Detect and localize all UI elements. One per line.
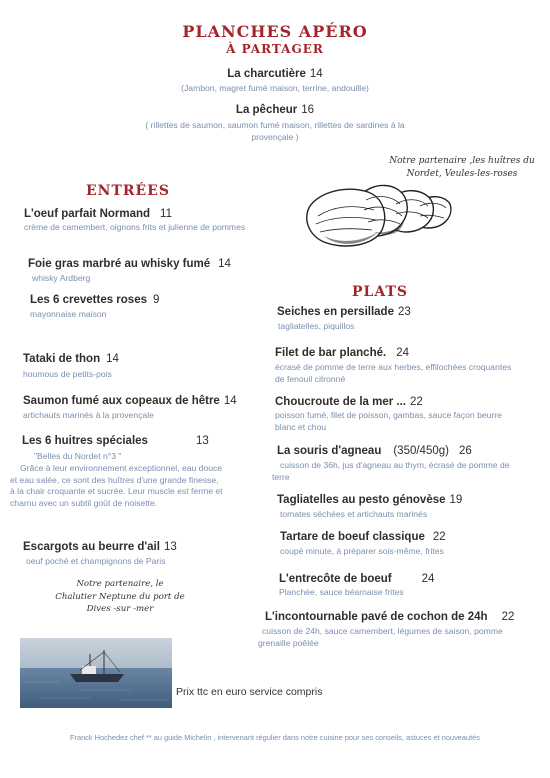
item-description: tagliatelles, piquillos [278,321,355,331]
item-price: 14 [309,68,323,80]
item-description: tomates séchées et artichauts marinés [280,509,428,519]
item-price: 22 [432,531,446,543]
item-name: L'oeuf parfait Normand [24,208,151,220]
item-description: artichauts marinés à la provençale [23,410,154,420]
item-price: 22 [501,611,515,623]
boat-partner-text: Notre partenaire, le Chalutier Neptune du port de Dives -sur -mer [55,579,185,614]
item-name: La charcutière [227,68,306,80]
item-price: 22 [410,396,423,408]
item-description: coupé minute, à préparer sois-même, frites [280,546,444,556]
menu-item [277,306,411,318]
item-name: Tagliatelles au pesto génovèse [277,494,446,506]
planches-subtitle: À PARTAGER [226,42,324,56]
item-description: mayonnaise maison [30,309,107,319]
item-price: 11 [160,208,172,220]
item-name: L'entrecôte de boeuf [279,573,392,585]
item-name: Les 6 crevettes roses [30,294,147,306]
item-name: La pêcheur [235,104,298,116]
item-name: Filet de bar planché. [275,347,387,359]
menu-item [24,208,172,220]
item-name: Foie gras marbré au whisky fumé [28,258,211,270]
item-price: 24 [421,573,435,585]
planches-title: PLANCHES APÉRO [182,22,368,41]
item-name: Tartare de boeuf classique [280,531,425,543]
item-name: La souris d'agneau [277,445,382,457]
item-price: 14 [223,395,237,407]
item-price: 26 [458,445,472,457]
item-name: Saumon fumé aux copeaux de hêtre [23,395,220,407]
item-subname: "Belles du Nordet n°3 " [34,451,122,461]
menu-item [275,396,423,408]
item-price: 19 [449,494,463,506]
footer-note: Franck Hochedez chef ** au guide Michelin , intervenant régulier dans notre cuisine pour ses conseils, astuces et nouveautés [69,733,480,742]
menu-item [265,611,514,623]
menu-item [0,68,550,80]
item-description: crème de camembert, oignons frits et julienne de pommes [24,222,246,232]
item-description: whisky Ardberg [32,273,91,283]
item-description: Planchée, sauce béarnaise frites [279,587,404,597]
item-description: oeuf poché et champignons de Paris [26,556,166,566]
item-description: poisson fumé, filet de poisson, gambas, sauce façon beurre blanc et chou [275,410,502,432]
menu-item [280,531,446,543]
item-description: (Jambon, magret fumé maison, terrine, andouille) [181,83,369,93]
item-name: Les 6 huitres spéciales [22,435,148,447]
item-price: 16 [301,104,315,116]
menu-item [277,445,472,457]
menu-item [277,494,462,506]
item-description: cuisson de 24h, sauce camembert, légumes de saison, pomme grenaille poêlée [258,626,503,648]
menu-item [30,294,159,306]
menu-item [275,347,409,359]
item-weight: (350/450g) [393,445,449,457]
item-price: 14 [218,258,231,270]
menu-item [23,353,119,365]
menu-item [23,541,177,553]
menu-item [23,395,237,407]
menu-item [28,258,231,270]
item-price: 9 [153,294,160,306]
prices-note: Prix ttc en euro service compris [176,686,323,698]
item-price: 13 [196,435,209,447]
item-name: Tataki de thon [23,353,101,365]
item-name: L'incontournable pavé de cochon de 24h [265,611,488,623]
item-price: 14 [106,353,119,365]
item-description: ( rillettes de saumon, saumon fumé maison, rillettes de sardines à la provençale ) [145,120,405,142]
menu-item [0,104,550,116]
item-description: écrasé de pomme de terre aux herbes, effilochées croquantes de fenouil citronné [275,362,512,384]
item-description: Grâce à leur environnement exceptionnel, eau douce et eau salée, ce sont des huîtres d'une grande finesse, à la chair croquante et sucrée. Leur muscle est ferme et charnu avec un subtil goût de noisette. [10,463,223,508]
item-name: Escargots au beurre d'ail [23,541,160,553]
item-description: houmous de petits-pois [23,369,112,379]
oyster-partner-text: Notre partenaire ,les huîtres du Nordet, Veules-les-roses [389,156,535,179]
item-price: 23 [397,306,411,318]
entrees-title: ENTRÉES [86,183,170,199]
item-price: 13 [163,541,177,553]
oysters-illustration [304,176,454,252]
menu-item [279,573,434,585]
plats-title: PLATS [352,284,408,300]
menu-item [22,435,148,447]
item-name: Choucroute de la mer ... [275,396,406,408]
item-price: 24 [396,347,409,359]
item-description: cuisson de 36h, jus d'agneau au thym, écrasé de pomme de terre [272,460,510,482]
item-name: Seiches en persillade [277,306,394,318]
fishing-boat-photo [20,638,172,708]
